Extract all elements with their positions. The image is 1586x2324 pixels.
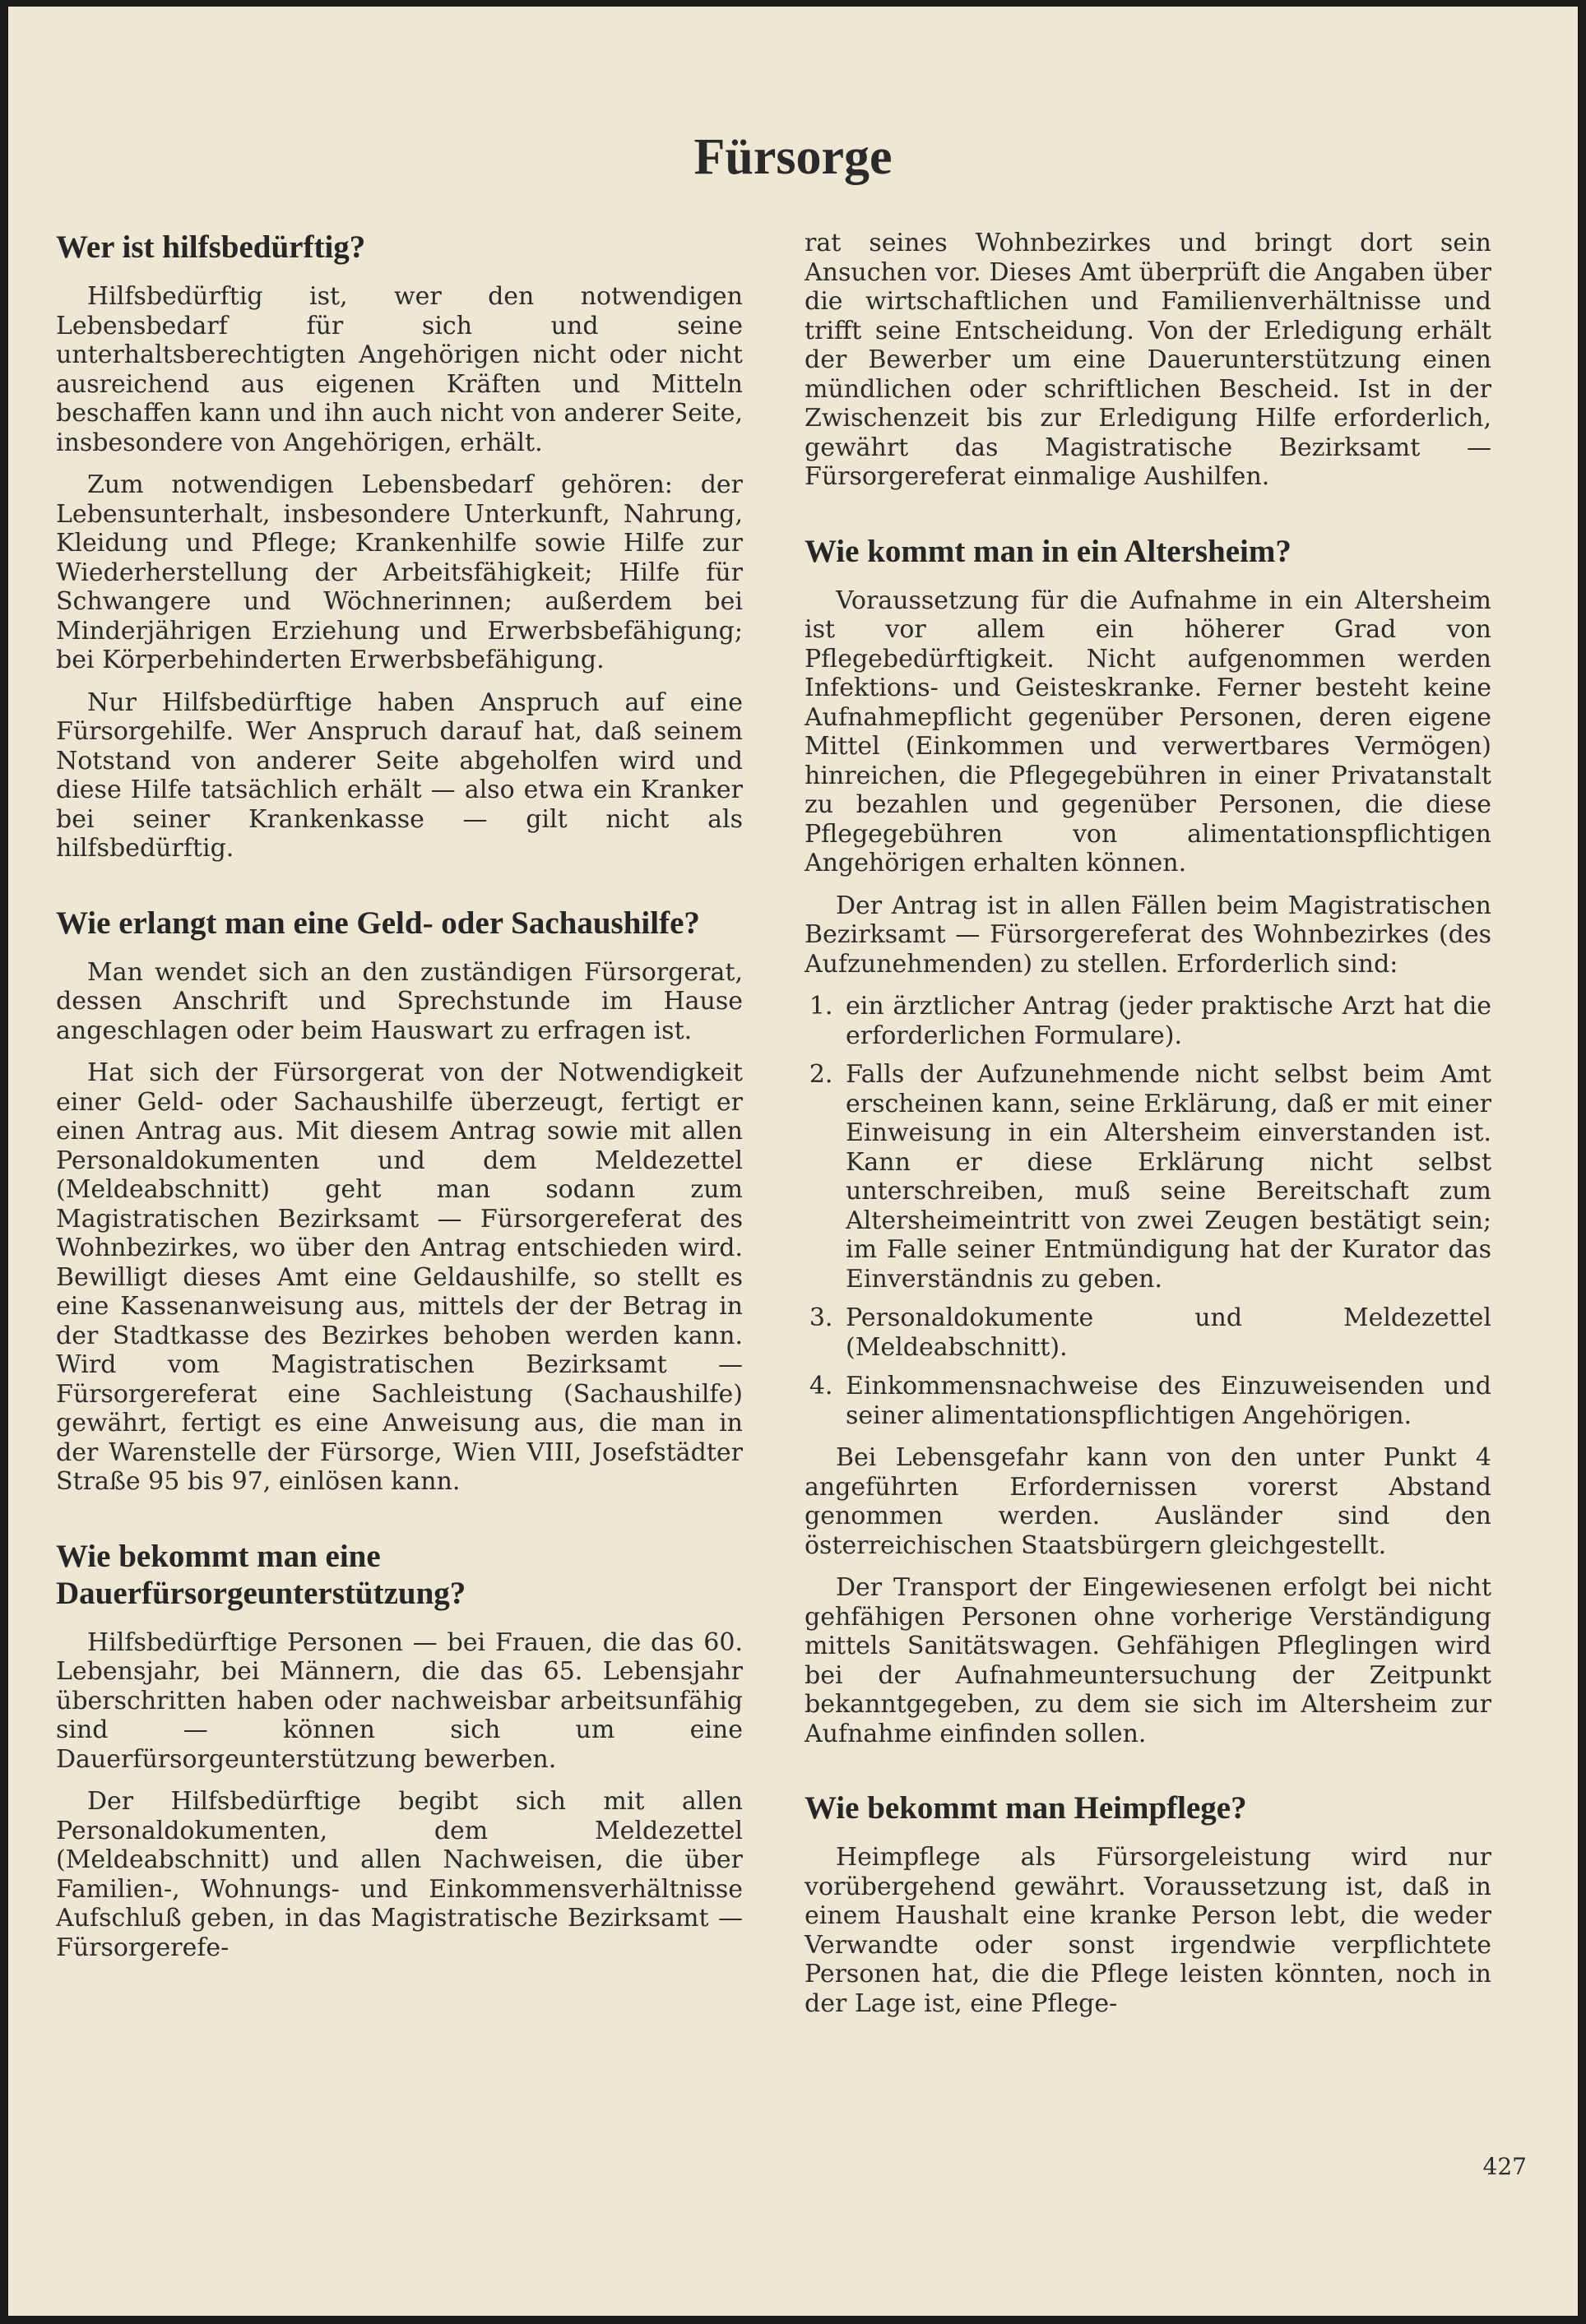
paragraph: Nur Hilfsbedürftige haben Anspruch auf eine Fürsorgehilfe. Wer Anspruch darauf hat, daß seinem Notstand von anderer Seite abgeholfen wird und diese Hilfe tatsächlich erhält — also etwa ein Kranker bei seiner Krankenkasse — gilt nicht als hilfsbedürftig. bbox=[56, 687, 743, 863]
page-number: 427 bbox=[1482, 2153, 1527, 2180]
paragraph: Der Hilfsbedürftige begibt sich mit allen Personaldokumenten, dem Meldezettel (Meldeabschnitt) und allen Nachweisen, die über Familien-, Wohnungs- und Einkommensverhältnisse Aufschluß geben, in das Magistratische Bezirksamt — Fürsorgerefe- bbox=[56, 1787, 743, 1962]
section-heading: Wie erlangt man eine Geld- oder Sachaushilfe? bbox=[56, 905, 700, 941]
paragraph: Hat sich der Fürsorgerat von der Notwendigkeit einer Geld- oder Sachaushilfe überzeugt, fertigt er einen Antrag aus. Mit diesem Antrag sowie mit allen Personaldokumenten und dem Meldezettel (Meldeabschnitt) geht man sodann zum Magistratischen Bezirksamt — Fürsorgereferat des Wohnbezirkes, wo über den Antrag entschieden wird. Bewilligt dieses Amt eine Geldaushilfe, so stellt es eine Kassenanweisung aus, mittels der der Betrag in der Stadtkasse des Bezirkes behoben werden kann. Wird vom Magistratischen Bezirksamt — Fürsorgereferat eine Sachleistung (Sachaushilfe) gewährt, fertigt es eine Anweisung aus, die man in der Warenstelle der Fürsorge, Wien VIII, Josefstädter Straße 95 bis 97, einlösen kann. bbox=[56, 1058, 743, 1496]
paragraph: Man wendet sich an den zuständigen Fürsorgerat, dessen Anschrift und Sprechstunde im Hause angeschlagen oder beim Hauswart zu erfragen ist. bbox=[56, 957, 743, 1045]
paragraph: Zum notwendigen Lebensbedarf gehören: der Lebensunterhalt, insbesondere Unterkunft, Nahrung, Kleidung und Pflege; Krankenhilfe sowie Hilfe zur Wiederherstellung der Arbeitsfähigkeit; Hilfe für Schwangere und Wöchnerinnen; außerdem bei Minderjährigen Erziehung und Erwerbsbefähigung; bei Körperbehinderten Erwerbsbefähigung. bbox=[56, 470, 743, 674]
paragraph: rat seines Wohnbezirkes und bringt dort sein Ansuchen vor. Dieses Amt überprüft die Angaben über die wirtschaftlichen und Familienverhältnisse und trifft seine Entscheidung. Von der Erledigung erhält der Bewerber um eine Dauerunterstützung einen mündlichen oder schriftlichen Bescheid. Ist in der Zwischenzeit bis zur Erledigung Hilfe erforderlich, gewährt das Magistratische Bezirksamt — Fürsorgereferat einmalige Aushilfen. bbox=[805, 229, 1491, 491]
page-title: Fürsorge bbox=[693, 129, 893, 185]
list-item: 1. ein ärztlicher Antrag (jeder praktische Arzt hat die erforderlichen Formulare). bbox=[841, 992, 1491, 1050]
paragraph: Hilfsbedürftig ist, wer den notwendigen Lebensbedarf für sich und seine unterhaltsberechtigten Angehörigen nicht oder nicht ausreichend aus eigenen Kräften und Mitteln beschaffen kann und ihn auch nicht von anderer Seite, insbesondere von Angehörigen, erhält. bbox=[56, 282, 743, 457]
section-heading: Wie kommt man in ein Altersheim? bbox=[805, 533, 1292, 569]
left-column bbox=[56, 229, 743, 1975]
list-item: 4. Einkommensnachweise des Einzuweisenden und seiner alimentationspflichtigen Angehörigen. bbox=[841, 1372, 1491, 1430]
paragraph: Voraussetzung für die Aufnahme in ein Altersheim ist vor allem ein höherer Grad von Pflegebedürftigkeit. Nicht aufgenommen werden Infektions- und Geisteskranke. Ferner besteht keine Aufnahmepflicht gegenüber Personen, deren eigene Mittel (Einkommen und verwertbares Vermögen) hinreichen, die Pflegegebühren in einer Privatanstalt zu bezahlen und gegenüber Personen, die diese Pflegegebühren von alimentationspflichtigen Angehörigen erhalten können. bbox=[805, 586, 1491, 877]
paragraph: Bei Lebensgefahr kann von den unter Punkt 4 angeführten Erfordernissen vorerst Abstand genommen werden. Ausländer sind den österreichischen Staatsbürgern gleichgestellt. bbox=[805, 1443, 1491, 1560]
paragraph: Heimpflege als Fürsorgeleistung wird nur vorübergehend gewährt. Voraussetzung ist, daß in einem Haushalt eine kranke Person lebt, die weder Verwandte oder sonst irgendwie verpflichtete Personen hat, die die Pflege leisten könnten, noch in der Lage ist, eine Pflege- bbox=[805, 1843, 1491, 2018]
paragraph: Der Transport der Eingewiesenen erfolgt bei nicht gehfähigen Personen ohne vorherige Verständigung mittels Sanitätswagen. Gehfähigen Pfleglingen wird bei der Aufnahmeuntersuchung der Zeitpunkt bekanntgegeben, zu dem sie sich im Altersheim zur Aufnahme einfinden sollen. bbox=[805, 1573, 1491, 1748]
right-column bbox=[805, 229, 1491, 2031]
section-heading: Wie bekommt man Heimpflege? bbox=[805, 1790, 1247, 1826]
section-heading: Wer ist hilfsbedürftig? bbox=[56, 229, 366, 265]
section-heading: Wie bekommt man eine Dauerfürsorgeunterstützung? bbox=[56, 1538, 466, 1611]
document-page bbox=[8, 7, 1578, 2316]
list-item: 2. Falls der Aufzunehmende nicht selbst beim Amt erscheinen kann, seine Erklärung, daß er mit einer Einweisung in ein Altersheim einverstanden ist. Kann er diese Erklärung nicht selbst unterschreiben, muß seine Bereitschaft zum Altersheimeintritt von zwei Zeugen bestätigt sein; im Falle seiner Entmündigung hat der Kurator das Einverständnis zu geben. bbox=[841, 1060, 1491, 1294]
requirements-list bbox=[805, 992, 1491, 1430]
paragraph: Hilfsbedürftige Personen — bei Frauen, die das 60. Lebensjahr, bei Männern, die das 65. Lebensjahr überschritten haben oder nachweisbar arbeitsunfähig sind — können sich um eine Dauerfürsorgeunterstützung bewerben. bbox=[56, 1627, 743, 1774]
list-item: 3. Personaldokumente und Meldezettel (Meldeabschnitt). bbox=[841, 1303, 1491, 1362]
paragraph: Der Antrag ist in allen Fällen beim Magistratischen Bezirksamt — Fürsorgereferat des Wohnbezirkes (des Aufzunehmenden) zu stellen. Erforderlich sind: bbox=[805, 891, 1491, 979]
